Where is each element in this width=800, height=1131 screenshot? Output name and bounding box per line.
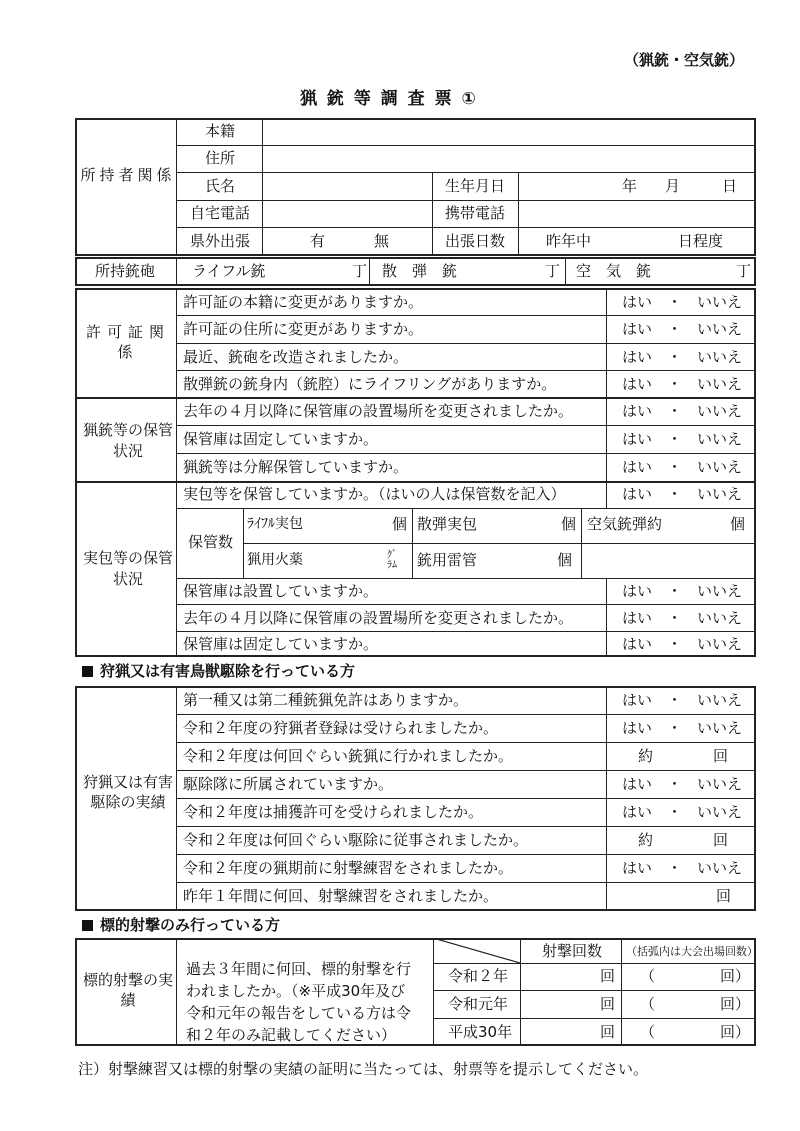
hunting-a2[interactable]: はい ・ いいえ: [622, 719, 743, 737]
permit-a3[interactable]: はい ・ いいえ: [622, 348, 743, 366]
powder-label: 猟用火薬: [247, 552, 303, 568]
shot-ammo-unit: 個: [561, 515, 577, 533]
count-unit-h30[interactable]: 回: [600, 1023, 616, 1041]
rifle-ammo-unit: 個: [392, 515, 408, 533]
hunting-q1: 第一種又は第二種銃猟免許はありますか。: [183, 691, 469, 709]
rifle-label: ライフル銃: [192, 262, 266, 280]
hunting-q4: 駆除隊に所属されていますか。: [183, 775, 394, 793]
trip-label: 県外出張: [190, 232, 251, 250]
year-r1: 令和元年: [448, 995, 509, 1013]
hunting-a8[interactable]: 回: [716, 887, 732, 905]
hunting-group-label: 狩猟又は有害駆除の実績: [82, 773, 173, 811]
ammo-q-store: 実包等を保管していますか。（はいの人は保管数を記入）: [183, 485, 566, 503]
hunting-a6[interactable]: 約 回: [638, 831, 729, 849]
permit-a2[interactable]: はい ・ いいえ: [622, 320, 743, 338]
airgun-label: 空 気 銃: [576, 262, 652, 280]
ammo-group-label: 実包等の保管状況: [82, 549, 173, 588]
count-unit-r2[interactable]: 回: [600, 967, 616, 985]
count-header: 射撃回数: [542, 942, 603, 960]
hunting-a7[interactable]: はい ・ いいえ: [622, 859, 743, 877]
hunting-q3: 令和２年度は何回ぐらい銃猟に行かれましたか。: [183, 747, 514, 765]
permit-a1[interactable]: はい ・ いいえ: [622, 293, 743, 311]
ammo-count-label: 保管数: [188, 533, 234, 551]
storage-a2[interactable]: はい ・ いいえ: [622, 430, 743, 448]
owner-group-label: 所持者関係: [80, 166, 176, 184]
hunting-a4[interactable]: はい ・ いいえ: [622, 775, 743, 793]
page-title: 猟 銃 等 調 査 票 ①: [300, 89, 478, 109]
shotgun-unit: 丁: [545, 262, 561, 280]
last-year-label: 昨年中: [546, 232, 592, 250]
birth-label: 生年月日: [445, 177, 506, 195]
address-label: 住所: [205, 149, 236, 167]
target-group-label: 標的射撃の実績: [82, 971, 173, 1009]
birth-year-unit: 年: [622, 177, 638, 195]
ammo-a2[interactable]: はい ・ いいえ: [622, 609, 743, 627]
storage-group-label: 猟銃等の保管状況: [82, 421, 173, 460]
ammo-a-store[interactable]: はい ・ いいえ: [622, 485, 743, 503]
year-r2: 令和２年: [448, 967, 509, 985]
birth-day-unit: 日: [722, 177, 738, 195]
rifle-unit: 丁: [352, 262, 368, 280]
trip-yes: 有: [310, 232, 326, 250]
target-section-bullet: [82, 920, 93, 931]
hunting-a3[interactable]: 約 回: [638, 747, 729, 765]
permit-a4[interactable]: はい ・ いいえ: [622, 375, 743, 393]
guns-group-label: 所持銃砲: [95, 262, 156, 280]
primer-unit: 個: [557, 551, 573, 569]
storage-q2: 保管庫は固定していますか。: [183, 430, 379, 448]
hunting-q5: 令和２年度は捕獲許可を受けられましたか。: [183, 803, 484, 821]
shotgun-label: 散 弾 銃: [382, 262, 458, 280]
ammo-q1: 保管庫は設置していますか。: [183, 582, 379, 600]
header-diagonal: [433, 938, 520, 963]
target-question-l2: われましたか。（※平成30年及び: [186, 982, 406, 1000]
note-header: （括弧内は大会出場回数）: [626, 945, 758, 958]
trip-days-label: 出張日数: [445, 232, 506, 250]
home-phone-label: 自宅電話: [190, 204, 251, 222]
hunting-a5[interactable]: はい ・ いいえ: [622, 803, 743, 821]
honseki-label: 本籍: [205, 122, 236, 140]
ammo-a3[interactable]: はい ・ いいえ: [622, 635, 743, 653]
storage-a3[interactable]: はい ・ いいえ: [622, 458, 743, 476]
permit-group-label: 許可証関係: [85, 323, 170, 361]
target-question-l3: 令和元年の報告をしている方は令: [186, 1004, 412, 1022]
trip-no: 無: [374, 232, 390, 250]
storage-q1: 去年の４月以降に保管庫の設置場所を変更されましたか。: [183, 402, 574, 420]
hunting-q7: 令和２年度の猟期前に射撃練習をされましたか。: [183, 859, 514, 877]
name-label: 氏名: [205, 177, 236, 195]
permit-q4: 散弾銃の銃身内（銃腔）にライフリングがありますか。: [183, 375, 557, 393]
hunting-q2: 令和２年度の狩猟者登録は受けられましたか。: [183, 719, 499, 737]
paren-close-r1[interactable]: 回）: [720, 995, 751, 1013]
permit-q2: 許可証の住所に変更がありますか。: [183, 320, 424, 338]
days-approx-label: 日程度: [678, 232, 724, 250]
hunting-a1[interactable]: はい ・ いいえ: [622, 691, 743, 709]
owner-table: [75, 118, 756, 256]
birth-month-unit: 月: [665, 177, 681, 195]
hunting-section-title: 狩猟又は有害鳥獣駆除を行っている方: [100, 662, 356, 680]
target-question-l4: 和２年のみ記載してください）: [186, 1026, 397, 1044]
hunting-q8: 昨年１年間に何回、射撃練習をされましたか。: [183, 887, 499, 905]
air-ammo-unit: 個: [730, 515, 746, 533]
footnote: 注）射撃練習又は標的射撃の実績の証明に当たっては、射票等を提示してください。: [78, 1060, 649, 1078]
paren-close-h30[interactable]: 回）: [720, 1023, 751, 1041]
permit-q3: 最近、銃砲を改造されましたか。: [183, 348, 409, 366]
primer-label: 銃用雷管: [417, 551, 478, 569]
target-section-title: 標的射撃のみ行っている方: [100, 916, 281, 934]
storage-q3: 猟銃等は分解保管していますか。: [183, 458, 409, 476]
count-unit-r1[interactable]: 回: [600, 995, 616, 1013]
shot-ammo-label: 散弾実包: [417, 515, 478, 533]
hunting-q6: 令和２年度は何回ぐらい駆除に従事されましたか。: [183, 831, 529, 849]
rifle-ammo-label: ﾗｲﾌﾙ実包: [247, 516, 303, 532]
ammo-q2: 去年の４月以降に保管庫の設置場所を変更されましたか。: [183, 609, 574, 627]
permit-q1: 許可証の本籍に変更がありますか。: [183, 293, 424, 311]
powder-unit: ｸﾞﾗﾑ: [387, 550, 397, 571]
ammo-a1[interactable]: はい ・ いいえ: [622, 582, 743, 600]
target-question-l1: 過去３年間に何回、標的射撃を行: [186, 960, 412, 978]
air-ammo-label: 空気銃弾約: [587, 515, 663, 533]
paren-open-r2: （: [640, 967, 656, 985]
airgun-unit: 丁: [736, 262, 752, 280]
paren-close-r2[interactable]: 回）: [720, 967, 751, 985]
hunting-section-bullet: [82, 666, 93, 677]
paren-open-h30: （: [640, 1023, 656, 1041]
year-h30: 平成30年: [448, 1023, 513, 1041]
mobile-phone-label: 携帯電話: [445, 204, 506, 222]
storage-a1[interactable]: はい ・ いいえ: [622, 402, 743, 420]
ammo-q3: 保管庫は固定していますか。: [183, 635, 379, 653]
category-label: （猟銃・空気銃）: [624, 51, 745, 69]
paren-open-r1: （: [640, 995, 656, 1013]
